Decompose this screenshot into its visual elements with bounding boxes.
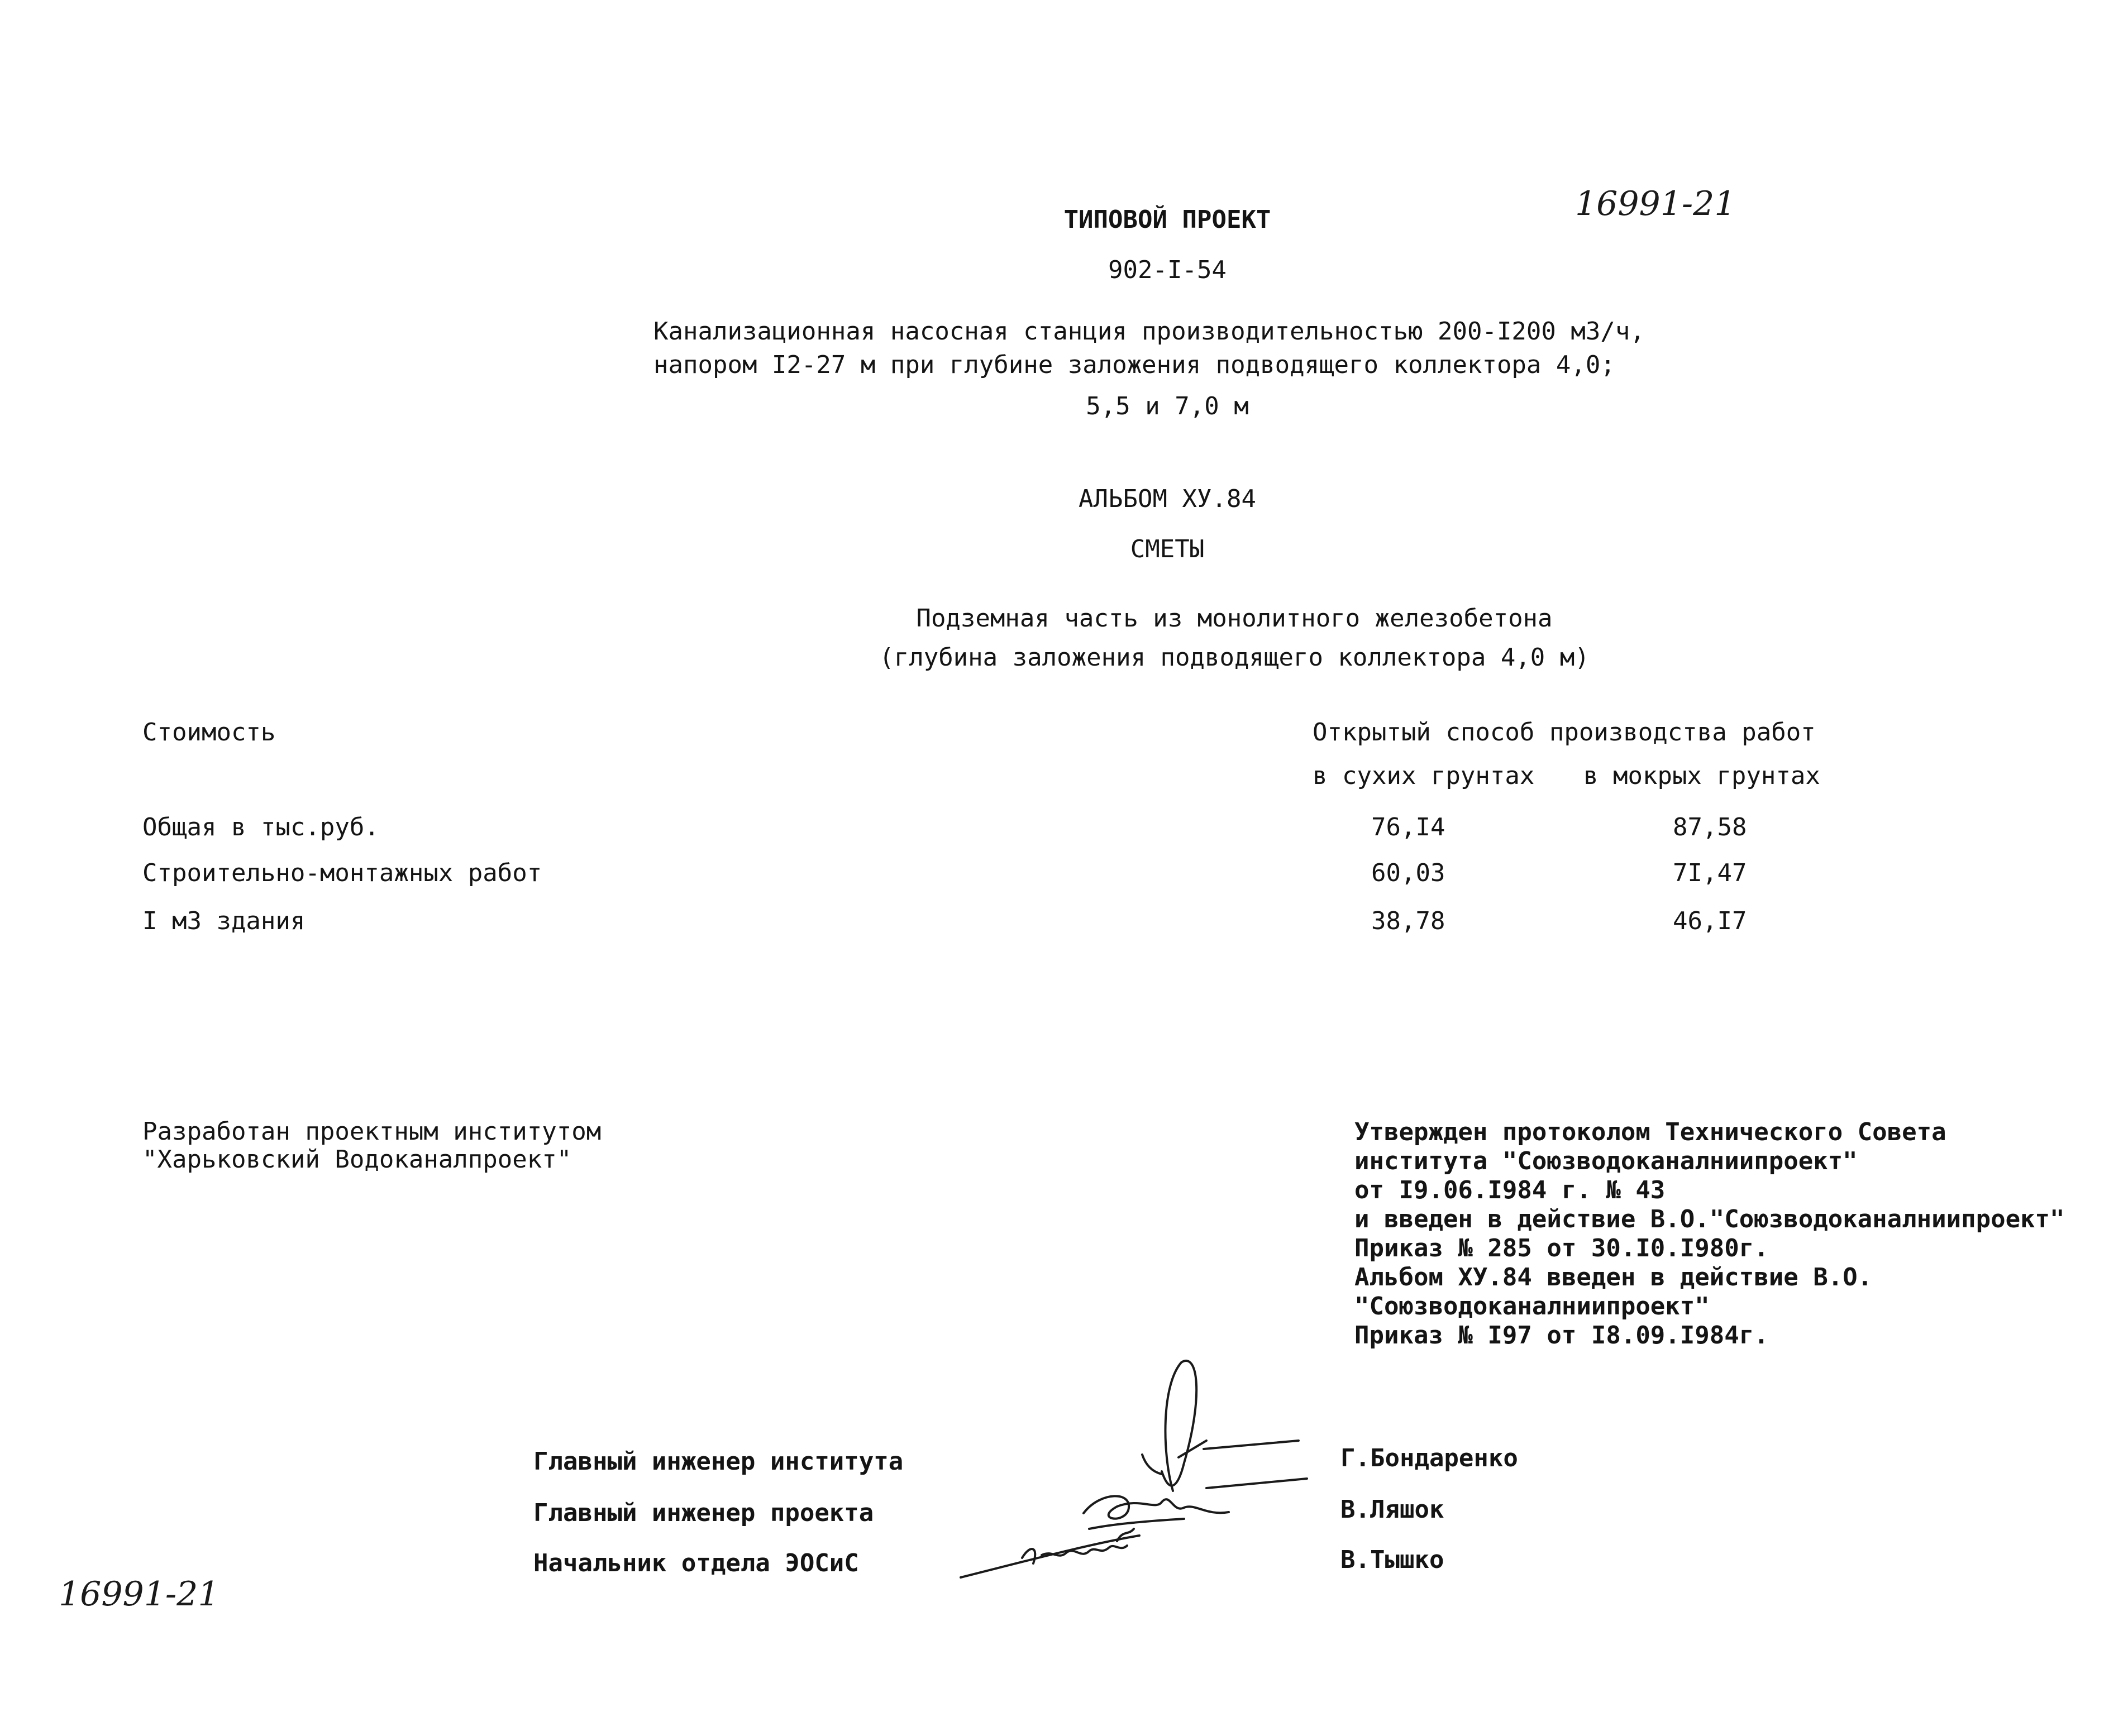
- approval-line: и введен в действие В.О."Союзводоканалниипроект": [1354, 1205, 2065, 1233]
- developer-block: [142, 1118, 601, 1174]
- signatory-name: В.Тышко: [1340, 1546, 1444, 1574]
- approval-line: от I9.06.I984 г. № 43: [1354, 1176, 1666, 1204]
- signatory-name: Г.Бондаренко: [1340, 1444, 1518, 1472]
- developer-line-1: Разработан проектным институтом: [142, 1117, 602, 1146]
- handwritten-stamp-top: 16991-21: [1575, 184, 1736, 223]
- value-wet: 7I,47: [1673, 859, 1747, 887]
- developer-line-2: "Харьковский Водоканалпроект": [142, 1145, 572, 1174]
- project-title-line-1: Канализационная насосная станция производительностью 200-I200 м3/ч,: [653, 317, 1645, 346]
- subtitle-line-2: (глубина заложения подводящего коллектора 4,0 м): [879, 643, 1590, 672]
- approval-line: института "Союзводоканалниипроект": [1354, 1147, 1858, 1175]
- subtitle-line-1: Подземная часть из монолитного железобетона: [916, 604, 1553, 633]
- signatory-position: Главный инженер института: [533, 1447, 904, 1476]
- method-header: Открытый способ производства работ: [1313, 718, 1816, 747]
- project-title-line-3: 5,5 и 7,0 м: [1086, 392, 1249, 420]
- project-title-line-2: напором I2-27 м при глубине заложения подводящего коллектора 4,0;: [653, 351, 1615, 379]
- doc-type-label: ТИПОВОЙ ПРОЕКТ: [1063, 205, 1271, 234]
- approval-line: Приказ № I97 от I8.09.I984г.: [1354, 1321, 1769, 1350]
- value-wet: 87,58: [1673, 813, 1747, 841]
- value-dry: 60,03: [1371, 859, 1445, 887]
- handwritten-stamp-bottom: 16991-21: [59, 1575, 220, 1614]
- row-label: Строительно-монтажных работ: [142, 859, 542, 887]
- approval-line: "Союзводоканалниипроект": [1354, 1292, 1710, 1321]
- signatory-position: Главный инженер проекта: [533, 1499, 874, 1527]
- handwritten-signatures: [950, 1351, 1340, 1586]
- approval-block: [1354, 1118, 2065, 1350]
- value-wet: 46,I7: [1673, 907, 1747, 935]
- signatory-name: В.Ляшок: [1340, 1495, 1444, 1524]
- row-label: Общая в тыс.руб.: [142, 813, 379, 841]
- project-code: 902-I-54: [1108, 256, 1227, 284]
- approval-line: Альбом ХУ.84 введен в действие В.О.: [1354, 1263, 1873, 1292]
- value-dry: 76,I4: [1371, 813, 1445, 841]
- column-header-dry: в сухих грунтах: [1313, 762, 1535, 790]
- cost-label: Стоимость: [142, 718, 276, 747]
- signatory-position: Начальник отдела ЭОСиС: [533, 1549, 859, 1577]
- row-label: I м3 здания: [142, 907, 306, 935]
- value-dry: 38,78: [1371, 907, 1445, 935]
- approval-line: Утвержден протоколом Технического Совета: [1354, 1118, 1946, 1146]
- approval-line: Приказ № 285 от 30.I0.I980г.: [1354, 1234, 1769, 1262]
- section-title: СМЕТЫ: [1130, 535, 1205, 563]
- album-label: АЛЬБОМ ХУ.84: [1079, 485, 1256, 513]
- column-header-wet: в мокрых грунтах: [1583, 762, 1820, 790]
